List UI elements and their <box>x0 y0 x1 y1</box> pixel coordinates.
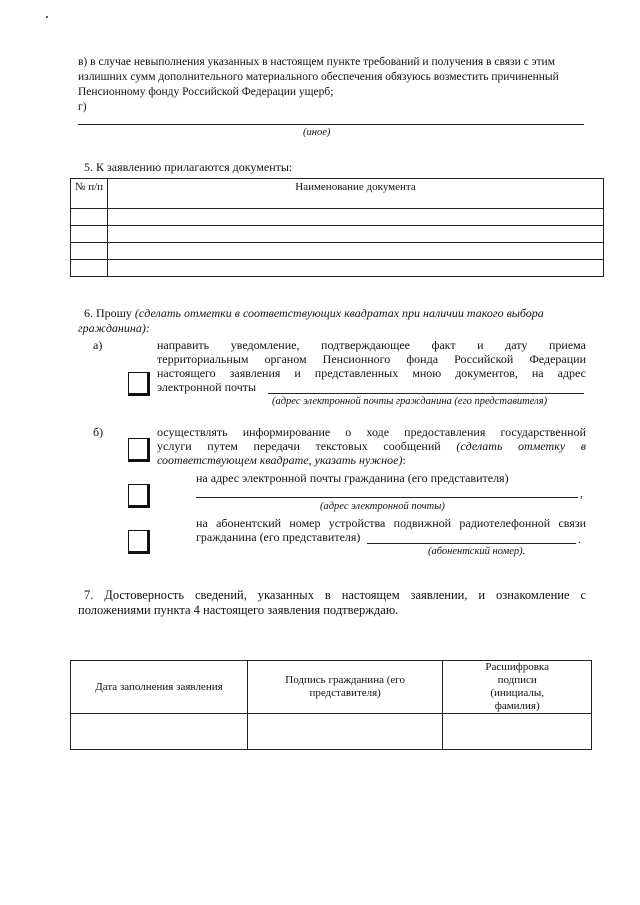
email-input-line[interactable] <box>268 393 584 394</box>
s4-v-line1: в) в случае невыполнения указанных в настоящем пункте требований и получения в связи с этим <box>78 56 555 68</box>
s7-line1: 7. Достоверность сведений, указанных в настоящем заявлении, и ознакомление с <box>84 588 586 602</box>
option-a-line1: направить уведомление, подтверждающее факт и дату приема <box>157 338 586 352</box>
checkbox-option-a[interactable] <box>128 372 150 396</box>
option-b-line2 <box>157 439 586 454</box>
option-b-line1: осуществлять информирование о ходе предоставления государственной <box>157 425 586 439</box>
b-email-input-line[interactable] <box>196 497 578 498</box>
s6-heading-text: 6. Прошу <box>84 306 135 320</box>
option-b-line3-note: соответствующем квадрате, указать нужное) <box>157 453 403 467</box>
option-b-line2-note: (сделать отметку в <box>456 439 587 453</box>
s7-line2: положениями пункта 4 настоящего заявления подтверждаю. <box>78 603 399 617</box>
sign-col-date <box>71 661 248 714</box>
documents-table <box>70 178 604 277</box>
sign-col-date-label: Дата заполнения заявления <box>95 680 223 693</box>
checkbox-option-b[interactable] <box>128 438 150 462</box>
option-a-caption: (адрес электронной почты гражданина (его представителя) <box>272 396 548 407</box>
s5-heading: 5. К заявлению прилагаются документы: <box>84 160 293 174</box>
option-b-line2-text: услуги путем передачи текстовых сообщений <box>157 439 441 453</box>
b-email-comma: , <box>580 486 583 500</box>
col-num-header <box>71 179 108 209</box>
s6-heading-note: (сделать отметки в соответствующих квадратах при наличии такого выбора <box>134 306 544 320</box>
phone-input-line[interactable] <box>367 543 576 544</box>
date-cell[interactable] <box>71 714 248 750</box>
sign-col-name-label: Расшифровка подписи (инициалы, фамилия) <box>485 661 549 712</box>
signature-cell[interactable] <box>247 714 442 750</box>
option-b-line3 <box>157 453 406 468</box>
other-caption: (иное) <box>303 127 331 138</box>
col-num-label: № п/п <box>74 181 104 193</box>
table-row[interactable] <box>71 226 604 243</box>
option-b-phone-line1: на абонентский номер устройства подвижной радиотелефонной связи <box>196 516 586 530</box>
sign-col-name <box>443 661 592 714</box>
col-name-label: Наименование документа <box>295 181 416 193</box>
option-a-line4: электронной почты <box>157 380 257 394</box>
option-b-phone-caption: (абонентский номер). <box>428 546 526 557</box>
other-input-line[interactable] <box>78 124 584 125</box>
option-a-line3: настоящего заявления и представленных мною документов, на адрес <box>157 366 586 380</box>
s6-heading <box>84 306 544 321</box>
option-b-email-label: на адрес электронной почты гражданина (его представителя) <box>196 471 509 485</box>
checkbox-b-email[interactable] <box>128 484 150 508</box>
table-row[interactable] <box>71 243 604 260</box>
phone-period: . <box>578 532 581 546</box>
checkbox-b-phone[interactable] <box>128 530 150 554</box>
option-b-line3-colon: : <box>402 453 406 467</box>
signature-table <box>70 660 592 750</box>
option-a-line2: территориальным органом Пенсионного фонда Российской Федерации <box>157 352 586 366</box>
sign-col-signature <box>247 661 442 714</box>
table-row[interactable] <box>71 260 604 277</box>
option-b-phone-line2: гражданина (его представителя) <box>196 530 361 544</box>
sign-col-signature-label: Подпись гражданина (его представителя) <box>285 674 405 699</box>
s4-v-line2: излишних сумм дополнительного материального обеспечения обязуюсь возместить причиненный <box>78 71 559 83</box>
option-b-email-caption: (адрес электронной почты) <box>320 501 445 512</box>
s4-g-label: г) <box>78 101 87 113</box>
option-a-label: а) <box>93 338 103 352</box>
scan-speck <box>46 16 48 18</box>
s6-heading-note-2: гражданина): <box>78 321 150 335</box>
table-row[interactable] <box>71 714 592 750</box>
s4-v-line3: Пенсионному фонду Российской Федерации ущерб; <box>78 86 334 98</box>
table-row[interactable] <box>71 209 604 226</box>
name-cell[interactable] <box>443 714 592 750</box>
col-name-header <box>108 179 604 209</box>
option-b-label: б) <box>93 425 104 439</box>
